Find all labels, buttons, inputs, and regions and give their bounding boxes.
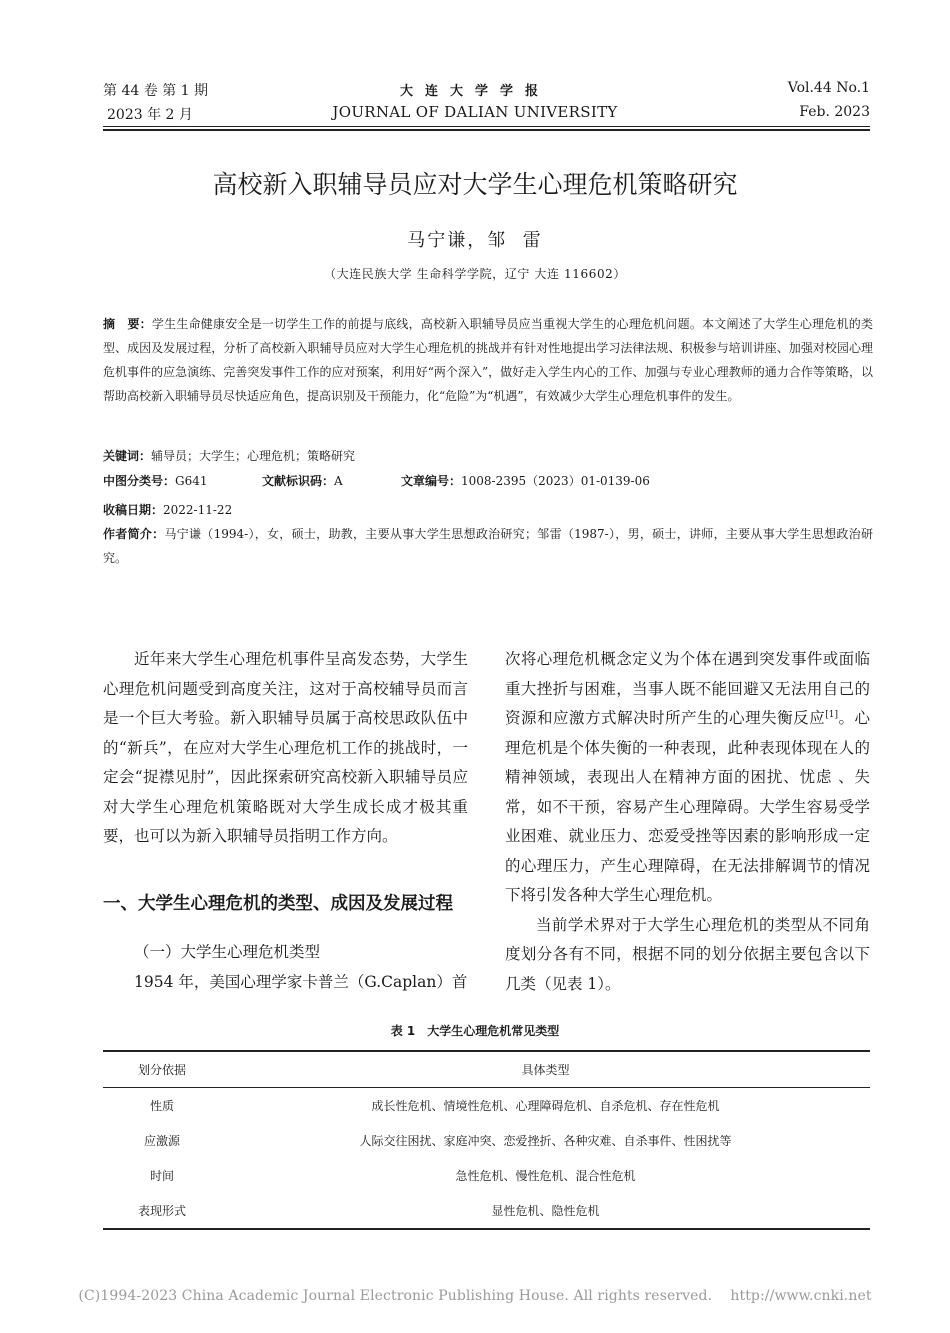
keywords-text: 辅导员；大学生；心理危机；策略研究 (151, 449, 356, 463)
journal-name-en: JOURNAL OF DALIAN UNIVERSITY (332, 103, 618, 121)
body-paragraph-2-start: 1954 年，美国心理学家卡普兰（G.Caplan）首 (134, 973, 468, 991)
table-row (103, 1158, 870, 1193)
table-cell-types: 急性危机、慢性危机、混合性危机 (455, 1169, 636, 1183)
received-date (103, 498, 873, 522)
table-row (103, 1123, 870, 1158)
keywords-label: 关键词： (103, 449, 152, 463)
article-title: 高校新入职辅导员应对大学生心理危机策略研究 (212, 170, 738, 199)
author-bio-label: 作者简介： (103, 527, 165, 541)
article-authors: 马宁谦，邹 雷 (407, 230, 543, 251)
document-code-value: A (334, 474, 343, 488)
crisis-types-table (103, 1050, 870, 1230)
table-header-types: 具体类型 (521, 1063, 570, 1077)
abstract-label: 摘 要： (103, 317, 152, 331)
clc-label: 中图分类号： (103, 474, 176, 488)
clc-number (103, 472, 208, 489)
received-value: 2022-11-22 (163, 503, 233, 517)
received-label: 收稿日期： (103, 503, 164, 517)
author-bio (103, 522, 873, 570)
table-cell-types: 显性危机、隐性危机 (491, 1204, 600, 1218)
table-cell-basis: 时间 (149, 1169, 174, 1183)
article-number (401, 472, 650, 489)
article-number-label: 文章编号： (401, 474, 462, 488)
section-1-heading: 一、大学生心理危机的类型、成因及发展过程 (103, 894, 453, 914)
table-header-row (103, 1051, 870, 1088)
table-row (103, 1193, 870, 1229)
table-cell-basis: 应激源 (143, 1134, 180, 1148)
header-rule-thin (103, 126, 870, 127)
publish-date-cn: 2023 年 2 月 (107, 107, 193, 123)
header-rule-thick (103, 129, 870, 131)
journal-name-cn: 大连大学学报 (399, 84, 550, 99)
table-cell-types: 人际交往困扰、家庭冲突、恋爱挫折、各种灾难、自杀事件、性困扰等 (359, 1134, 732, 1148)
abstract (103, 312, 873, 408)
document-code (262, 472, 343, 489)
table-row (103, 1088, 870, 1124)
citation-1: [1] (825, 709, 838, 720)
body-paragraph-1: 近年来大学生心理危机事件呈高发态势，大学生心理危机问题受到高度关注，这对于高校辅导员而言是一个巨大考验。新入职辅导员属于高校思政队伍中的“新兵”，在应对大学生心理危机工作的挑战时，一定会“捉襟见肘”，因此探索研究高校新入职辅导员应对大学生心理危机策略既对大学生成长成才极其重要，也可以为新入职辅导员指明工作方向。 (103, 650, 468, 845)
document-code-label: 文献标识码： (262, 474, 335, 488)
paragraph-2-text-a: 次将心理危机概念定义为个体在遇到突发事件或面临重大挫折与困难，当事人既不能回避又无法用自己的资源和应激方式解决时所产生的心理失衡反应 (505, 650, 870, 727)
clc-value: G641 (175, 474, 208, 488)
publish-date-en: Feb. 2023 (799, 104, 870, 120)
article-affiliation: （大连民族大学 生命科学学院，辽宁 大连 116602） (323, 267, 627, 281)
abstract-text: 学生生命健康安全是一切学生工作的前提与底线，高校新入职辅导员应当重视大学生的心理危机问题。本文阐述了大学生心理危机的类型、成因及发展过程，分析了高校新入职辅导员应对大学生心理危机的挑战并有针对性地提出学习法律法规、积极参与培训讲座、加强对校园心理危机事件的应急演练、完善突发事件工作的应对预案，利用好“两个深入”，做好走入学生内心的工作、加强与专业心理教师的通力合作等策略，以帮助高校新入职辅导员尽快适应角色，提高识别及干预能力，化“危险”为“机遇”，有效减少大学生心理危机事件的发生。 (103, 317, 873, 403)
keywords (103, 444, 873, 468)
body-paragraph-3: 当前学术界对于大学生心理危机的类型从不同角度划分各有不同，根据不同的划分依据主要包含以下几类（见表 1）。 (505, 915, 870, 993)
left-column-lower (103, 968, 468, 998)
copyright-footer: (C)1994-2023 China Academic Journal Electronic Publishing House. All rights reserved. http://www.cnki.net (78, 1288, 872, 1304)
table-header-basis: 划分依据 (137, 1063, 186, 1077)
author-bio-text: 马宁谦（1994-），女，硕士，助教，主要从事大学生思想政治研究；邹雷（1987-），男，硕士，讲师，主要从事大学生思想政治研究。 (103, 527, 873, 565)
article-number-value: 1008-2395（2023）01-0139-06 (461, 474, 650, 488)
subsection-1-heading: （一）大学生心理危机类型 (134, 943, 321, 961)
right-column (505, 645, 870, 999)
left-column (103, 645, 468, 852)
volume-issue-en: Vol.44 No.1 (787, 80, 870, 96)
table-cell-types: 成长性危机、情境性危机、心理障碍危机、自杀危机、存在性危机 (371, 1099, 720, 1113)
table-cell-basis: 表现形式 (137, 1204, 186, 1218)
volume-issue-cn: 第 44 卷 第 1 期 (103, 83, 208, 99)
table-caption: 表 1 大学生心理危机常见类型 (390, 1024, 560, 1038)
table-cell-basis: 性质 (149, 1099, 174, 1113)
paragraph-2-text-b: 。心理危机是个体失衡的一种表现，此种表现体现在人的精神领域，表现出人在精神方面的困扰、忧虑 、失常，如不干预，容易产生心理障碍。大学生容易受学业困难、就业压力、恋爱受挫等因素的影响形成一定的心理压力，产生心理障碍，在无法排解调节的情况下将引发各种大学生心理危机。 (505, 709, 870, 904)
body-paragraph-2-continued (505, 645, 870, 911)
